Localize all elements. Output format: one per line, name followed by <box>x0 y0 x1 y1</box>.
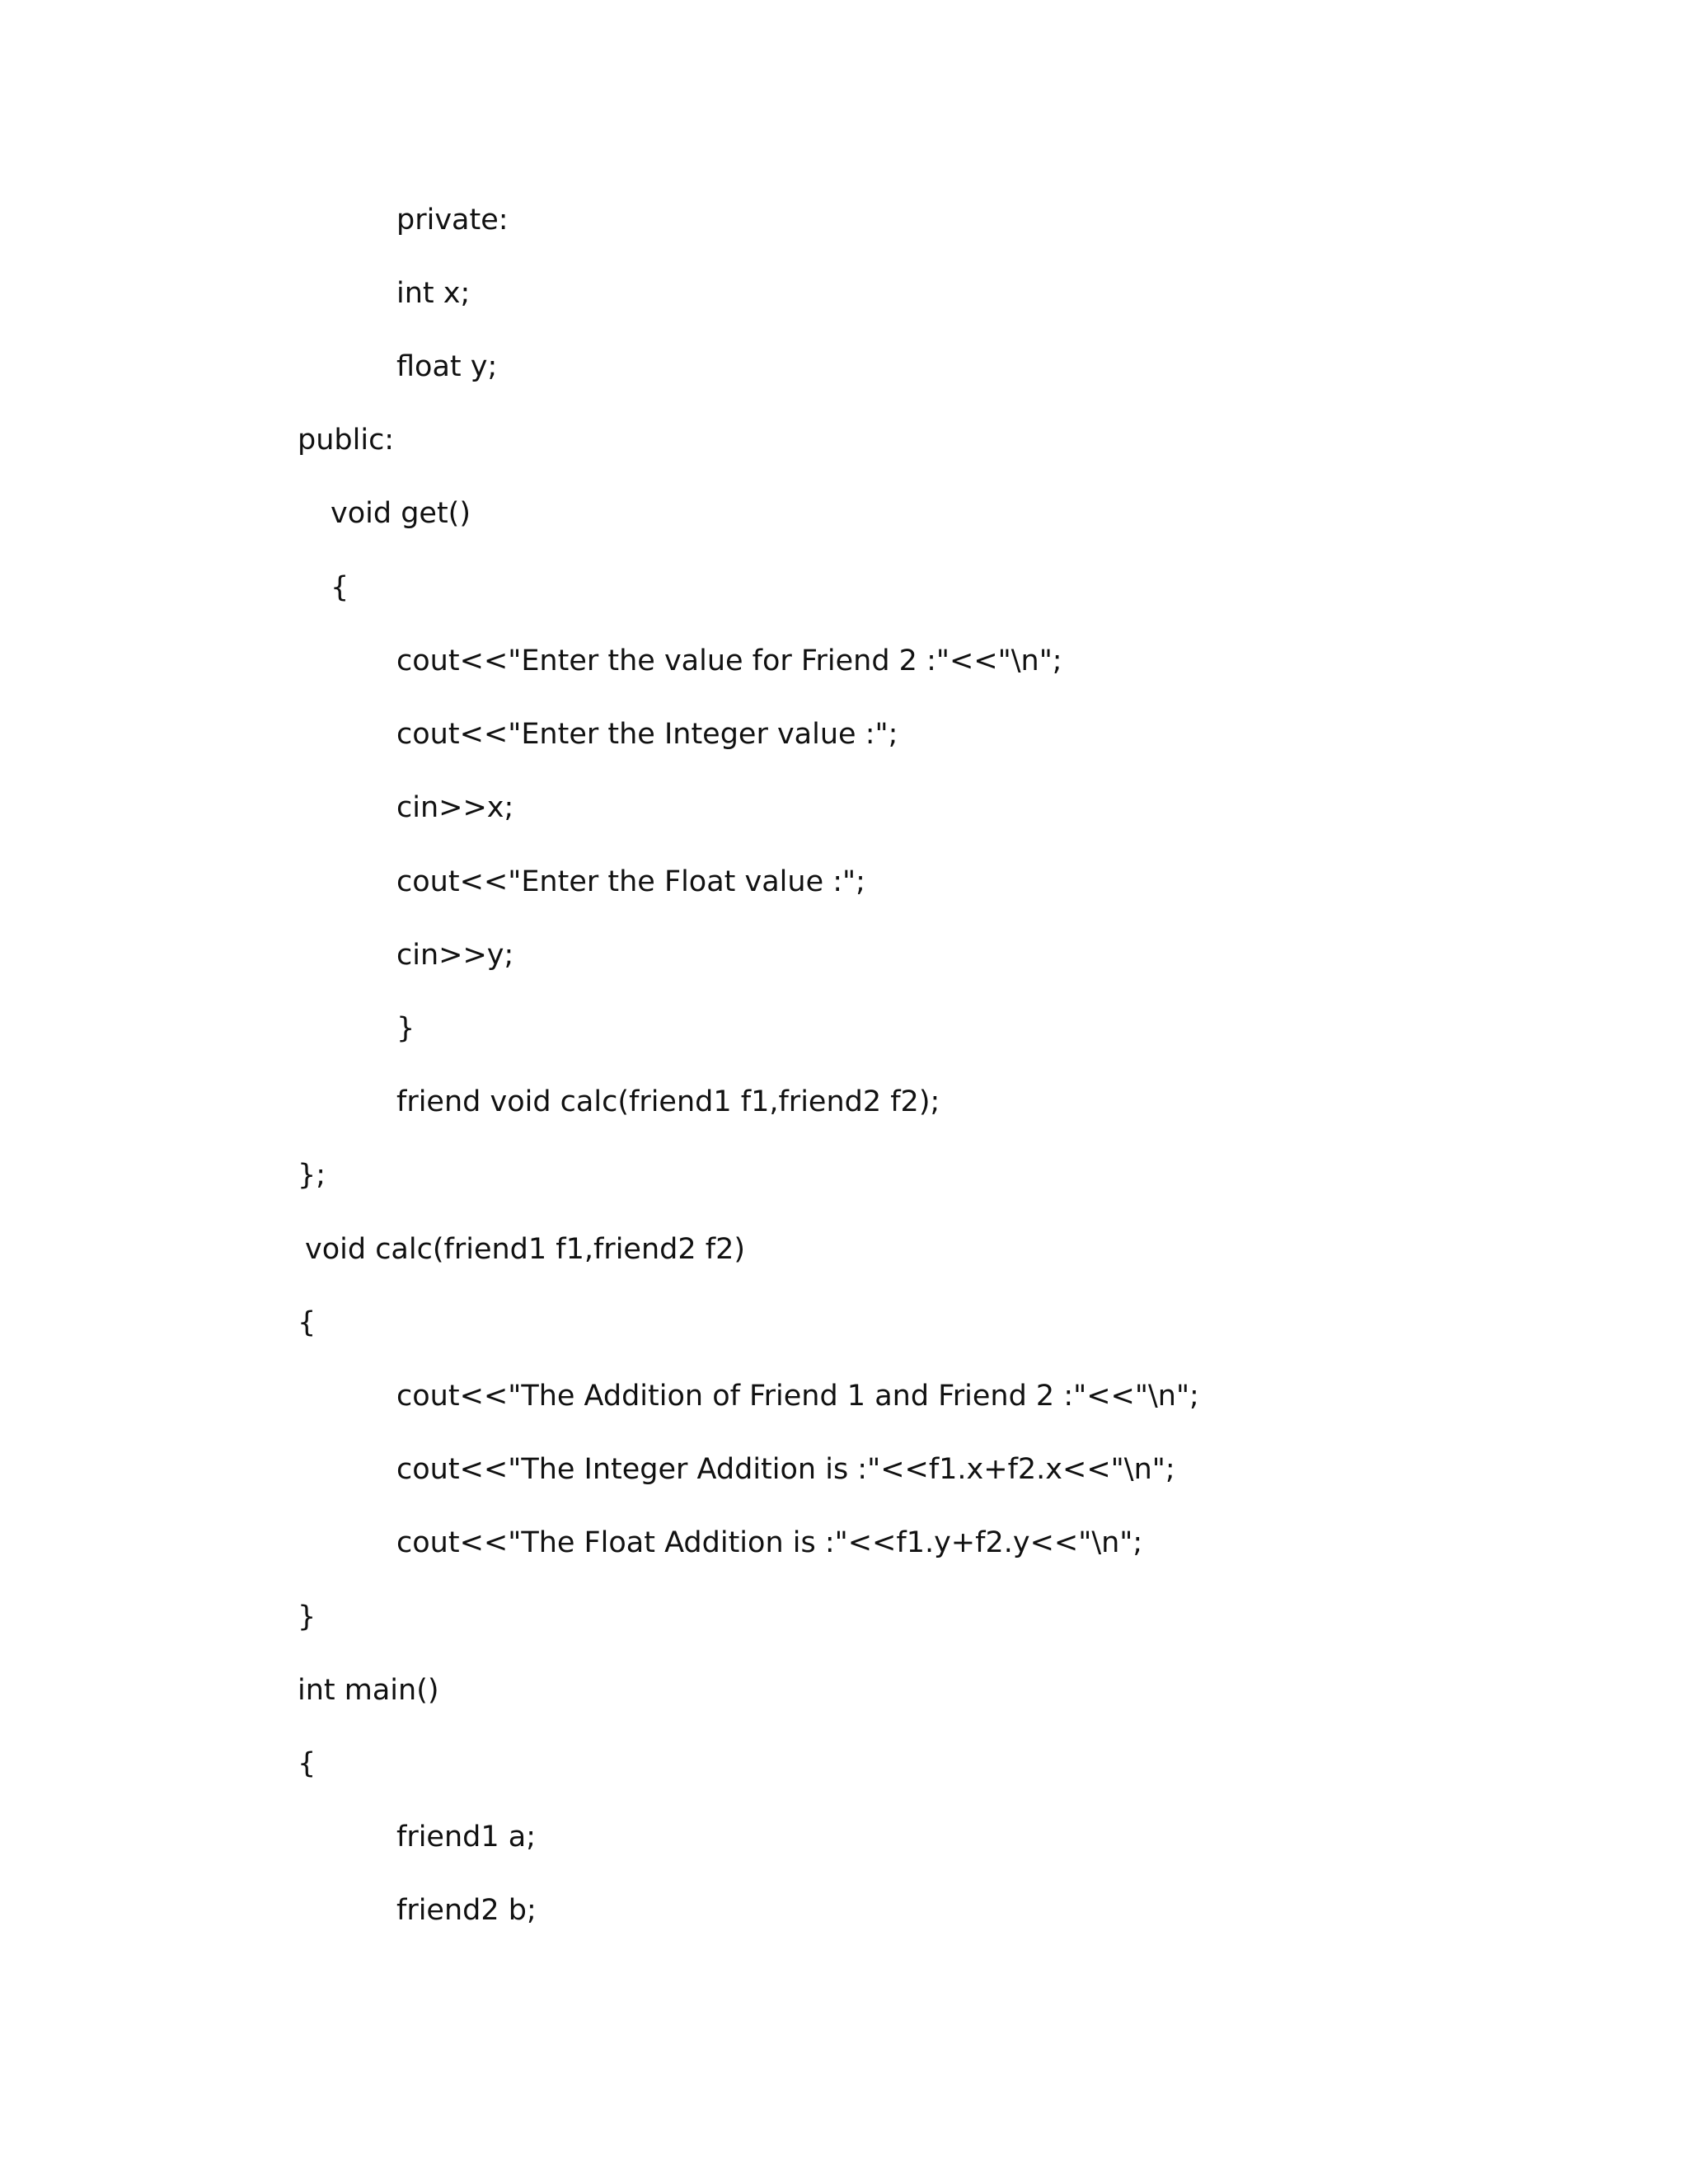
code-line: { <box>298 1747 316 1780</box>
code-line: cout<<"The Integer Addition is :"<<f1.x+f2.x<<"\n"; <box>396 1453 1175 1486</box>
code-line: int x; <box>396 277 471 310</box>
code-line: friend2 b; <box>396 1894 537 1927</box>
code-line: int main() <box>298 1674 439 1707</box>
code-line: float y; <box>396 350 498 383</box>
code-line: cout<<"Enter the value for Friend 2 :"<<"\n"; <box>396 644 1062 677</box>
code-line: } <box>396 1012 415 1045</box>
code-line: cout<<"Enter the Integer value :"; <box>396 718 898 751</box>
code-line: void get() <box>331 497 471 530</box>
code-line: cout<<"The Float Addition is :"<<f1.y+f2.y<<"\n"; <box>396 1526 1143 1559</box>
code-line: friend1 a; <box>396 1821 537 1854</box>
code-line: void calc(friend1 f1,friend2 f2) <box>305 1233 745 1266</box>
code-line: cout<<"The Addition of Friend 1 and Friend 2 :"<<"\n"; <box>396 1380 1199 1413</box>
code-line: cin>>y; <box>396 939 514 972</box>
code-line: friend void calc(friend1 f1,friend2 f2); <box>396 1085 940 1118</box>
code-line: private: <box>396 204 509 237</box>
code-line: }; <box>298 1159 326 1192</box>
code-line: { <box>331 571 349 604</box>
code-line: { <box>298 1306 316 1339</box>
code-line: cin>>x; <box>396 791 514 824</box>
code-line: cout<<"Enter the Float value :"; <box>396 865 865 898</box>
code-line: } <box>298 1601 316 1633</box>
code-line: public: <box>298 424 395 457</box>
